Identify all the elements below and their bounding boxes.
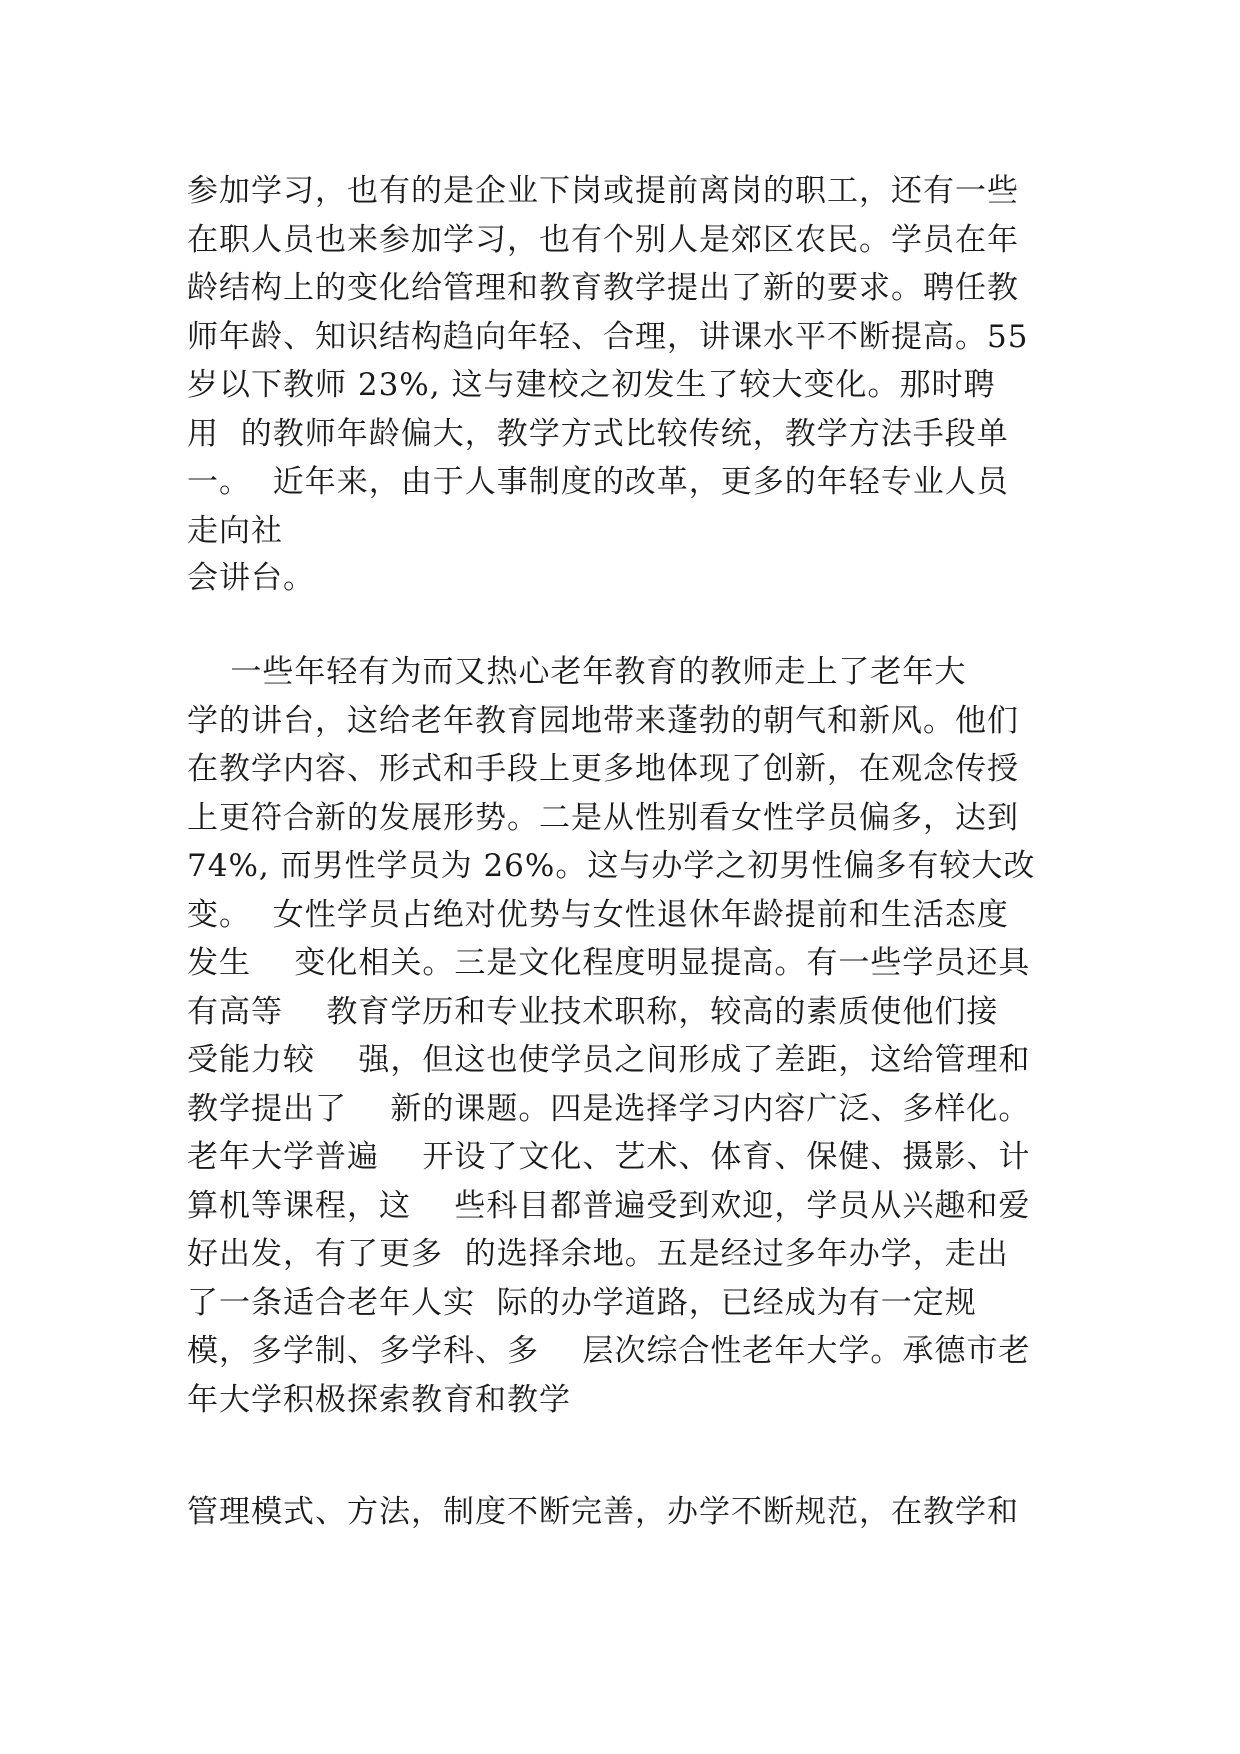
paragraph-fragment bbox=[187, 554, 1067, 603]
text-line: 学的讲台，这给老年教育园地带来蓬勃的朝气和新风。他们 bbox=[187, 702, 1019, 739]
text-line: 有高等 教育学历和专业技术职称，较高的素质使他们接 bbox=[187, 993, 999, 1030]
text-line: 老年大学普遍 开设了文化、艺术、体育、保健、摄影、计 bbox=[187, 1139, 1031, 1175]
text-line: 走向社 bbox=[187, 512, 283, 549]
text-line: 在职人员也来参加学习，也有个别人是郊区农民。学员在年 bbox=[187, 221, 1019, 258]
text-line: 变。 女性学员占绝对优势与女性退休年龄提前和生活态度 bbox=[187, 896, 1009, 933]
text-line: 师年龄、知识结构趋向年轻、合理，讲课水平不断提高。55 bbox=[187, 318, 1029, 355]
text-line: 受能力较 强，但这也使学员之间形成了差距，这给管理和 bbox=[187, 1042, 1031, 1078]
text-line: 好出发，有了更多 的选择余地。五是经过多年办学，走出 bbox=[187, 1236, 1009, 1272]
text-line: 会讲台。 bbox=[187, 560, 315, 596]
text-line: 管理模式、方法，制度不断完善，办学不断规范，在教学和 bbox=[187, 1494, 1019, 1530]
text-line: 74%, 而男性学员为 26%。这与办学之初男性偏多有较大改 bbox=[187, 848, 1036, 884]
paragraph-next bbox=[187, 1488, 1067, 1537]
text-line: 龄结构上的变化给管理和教育教学提出了新的要求。聘任教 bbox=[187, 270, 1019, 306]
text-line: 上更符合新的发展形势。二是从性别看女性学员偏多，达到 bbox=[187, 799, 1019, 836]
text-line: 岁以下教师 23%, 这与建校之初发生了较大变化。那时聘 bbox=[187, 367, 996, 403]
text-line: 算机等课程，这 些科目都普遍受到欢迎，学员从兴趣和爱 bbox=[187, 1187, 1031, 1224]
text-line: 用 的教师年龄偏大，教学方式比较传统，教学方法手段单 bbox=[187, 415, 1009, 452]
text-line: 在教学内容、形式和手段上更多地体现了创新，在观念传授 bbox=[187, 751, 1019, 787]
text-line: 年大学积极探索教育和教学 bbox=[187, 1381, 571, 1418]
text-line: 一些年轻有为而又热心老年教育的教师走上了老年大 bbox=[187, 654, 967, 690]
text-line: 了一条适合老年人实 际的办学道路，已经成为有一定规 bbox=[187, 1284, 977, 1321]
paragraph-continued bbox=[187, 167, 1067, 555]
paragraph-main bbox=[187, 648, 1067, 1424]
text-line: 教学提出了 新的课题。四是选择学习内容广泛、多样化。 bbox=[187, 1090, 1031, 1127]
text-line: 发生 变化相关。三是文化程度明显提高。有一些学员还具 bbox=[187, 945, 1031, 981]
text-line: 一。 近年来，由于人事制度的改革，更多的年轻专业人员 bbox=[187, 464, 1009, 500]
text-line: 参加学习，也有的是企业下岗或提前离岗的职工，还有一些 bbox=[187, 173, 1019, 209]
text-line: 模，多学制、多学科、多 层次综合性老年大学。承德市老 bbox=[187, 1333, 1031, 1369]
